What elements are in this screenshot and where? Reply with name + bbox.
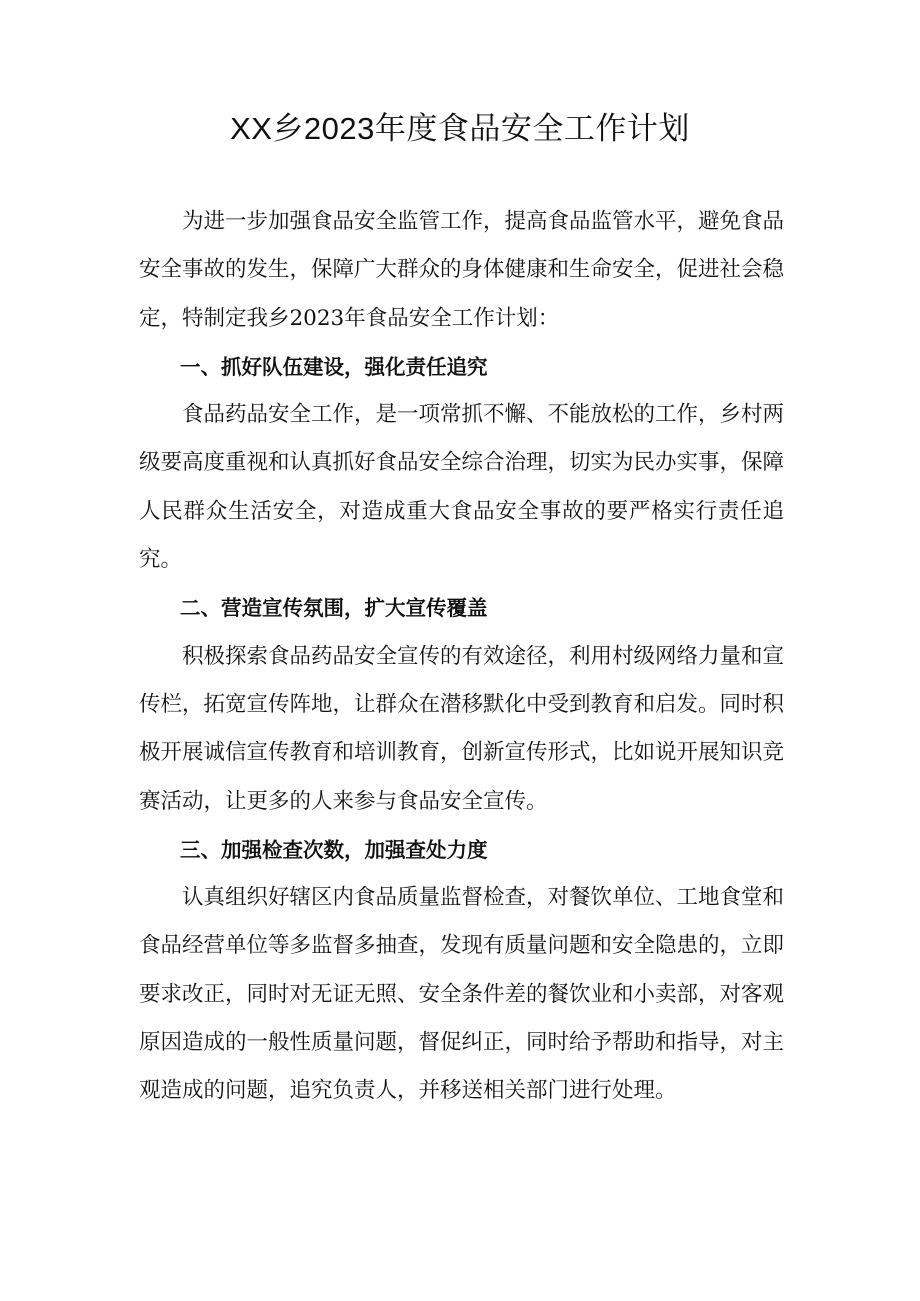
document-body <box>139 198 784 1116</box>
section-2-body: 积极探索食品药品安全宣传的有效途径，利用村级网络力量和宣传栏，拓宽宣传阵地，让群众在潜移默化中受到教育和启发。同时积极开展诚信宣传教育和培训教育，创新宣传形式，比如说开展知识竞赛活动，让更多的人来参与食品安全宣传。 <box>139 643 785 814</box>
intro-paragraph: 为进一步加强食品安全监管工作，提高食品监管水平，避免食品安全事故的发生，保障广大群众的身体健康和生命安全，促进社会稳定，特制定我乡2023年食品安全工作计划： <box>139 209 785 331</box>
section-1-body: 食品药品安全工作，是一项常抓不懈、不能放松的工作，乡村两级要高度重视和认真抓好食品安全综合治理，切实为民办实事，保障人民群众生活安全，对造成重大食品安全事故的要严格实行责任追究。 <box>139 402 785 573</box>
section-3-body: 认真组织好辖区内食品质量监督检查，对餐饮单位、工地食堂和食品经营单位等多监督多抽查，发现有质量问题和安全隐患的，立即要求改正，同时对无证无照、安全条件差的餐饮业和小卖部，对客观原因造成的一般性质量问题，督促纠正，同时给予帮助和指导，对主观造成的问题，追究负责人，并移送相关部门进行处理。 <box>139 885 785 1104</box>
section-2-heading: 二、营造宣传氛围，扩大宣传覆盖 <box>180 596 488 621</box>
section-3-heading: 三、加强检查次数，加强查处力度 <box>180 837 488 862</box>
section-1-heading: 一、抓好队伍建设，强化责任追究 <box>180 354 488 379</box>
document-title: XX乡2023年度食品安全工作计划 <box>230 111 690 146</box>
